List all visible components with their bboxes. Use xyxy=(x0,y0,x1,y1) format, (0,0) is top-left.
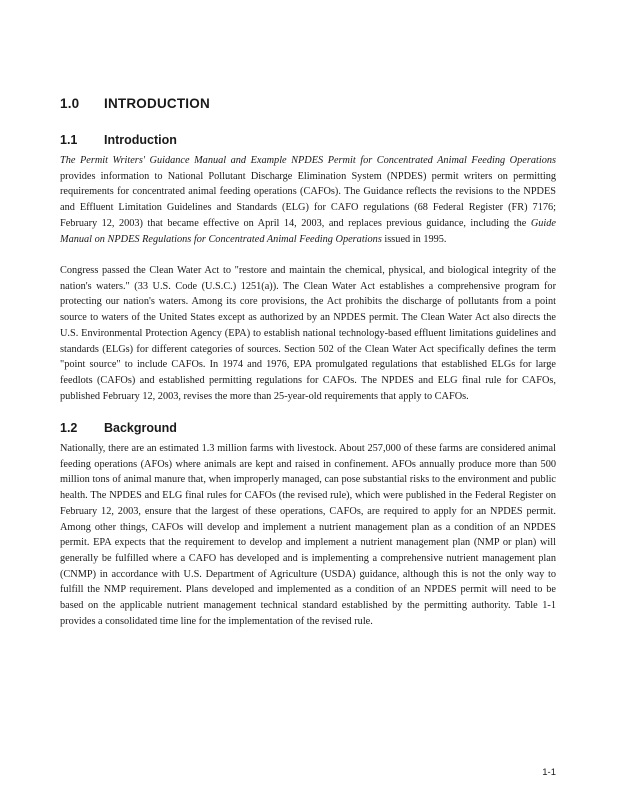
section-title: Introduction xyxy=(104,133,177,147)
section-heading-introduction xyxy=(60,133,177,147)
intro-paragraph-1 xyxy=(60,153,556,247)
section-number: 1.1 xyxy=(60,133,78,147)
section-number: 1.2 xyxy=(60,421,78,435)
intro-text-b: issued in 1995. xyxy=(381,233,447,245)
intro-text-a: provides information to National Pollutant Discharge Elimination System (NPDES) permit writers on permitting requirements for concentrated animal feeding operations (CAFOs). The Guidance reflects the revisions to the NPDES and Effluent Limitation Guidelines and Standards (ELG) for CAFO regulations (68 Federal Register (FR) 7176; February 12, 2003) that became effective on April 14, 2003, and replaces previous guidance, including the xyxy=(60,170,556,229)
manual-title-italic: The Permit Writers' Guidance Manual and Example NPDES Permit for Concentrated Animal Feeding Operations xyxy=(60,155,556,166)
chapter-title: INTRODUCTION xyxy=(104,96,210,111)
intro-paragraph-2: Congress passed the Clean Water Act to "restore and maintain the chemical, physical, and biological integrity of the nation's waters." (33 U.S. Code (U.S.C.) 1251(a)). The Clean Water Act establishes a comprehensive program for protecting our nation's waters. Among its core provisions, the Act prohibits the discharge of pollutants from a point source to waters of the United States except as authorized by an NPDES permit. The Clean Water Act also directs the U.S. Environmental Protection Agency (EPA) to establish national technology-based effluent limitations guidelines and standards (ELGs) for different categories of sources. Section 502 of the Clean Water Act specifically defines the term "point source" to include CAFOs. In 1974 and 1976, EPA promulgated regulations that established ELGs for large feedlots (CAFOs) and established permitting regulations for CAFOs. The NPDES and ELG final rule for CAFOs, published February 12, 2003, revises the more than 25-year-old requirements that apply to CAFOs. xyxy=(60,265,556,402)
section-title: Background xyxy=(104,421,177,435)
page-number: 1-1 xyxy=(542,767,556,778)
chapter-number: 1.0 xyxy=(60,96,80,111)
chapter-heading xyxy=(60,96,210,111)
background-paragraph: Nationally, there are an estimated 1.3 million farms with livestock. About 257,000 of these farms are considered animal feeding operations (AFOs) where animals are kept and raised in confinement. AFOs annually produce more than 500 million tons of animal manure that, when improperly managed, can pose substantial risks to the environment and public health. The NPDES and ELG final rules for CAFOs (the revised rule), which were published in the Federal Register on February 12, 2003, ensure that the largest of these operations, CAFOs, are required to apply for an NPDES permit. Among other things, CAFOs will develop and implement a nutrient management plan as a condition of an NPDES permit. EPA expects that the requirement to develop and implement a nutrient management plan (NMP or plan) will generally be fulfilled where a CAFO has developed and is implementing a comprehensive nutrient management plan (CNMP) in accordance with U.S. Department of Agriculture (USDA) guidance, although this is not the only way to fulfill the NMP requirement. Plans developed and implemented as a condition of an NPDES permit will need to be based on the applicable nutrient management technical standard established by the permitting authority. Table 1-1 provides a consolidated time line for the implementation of the revised rule. xyxy=(60,443,556,627)
guide-title-italic: Guide Manual on NPDES Regulations for Concentrated Animal Feeding Operations xyxy=(60,217,556,245)
section-heading-background xyxy=(60,421,177,435)
